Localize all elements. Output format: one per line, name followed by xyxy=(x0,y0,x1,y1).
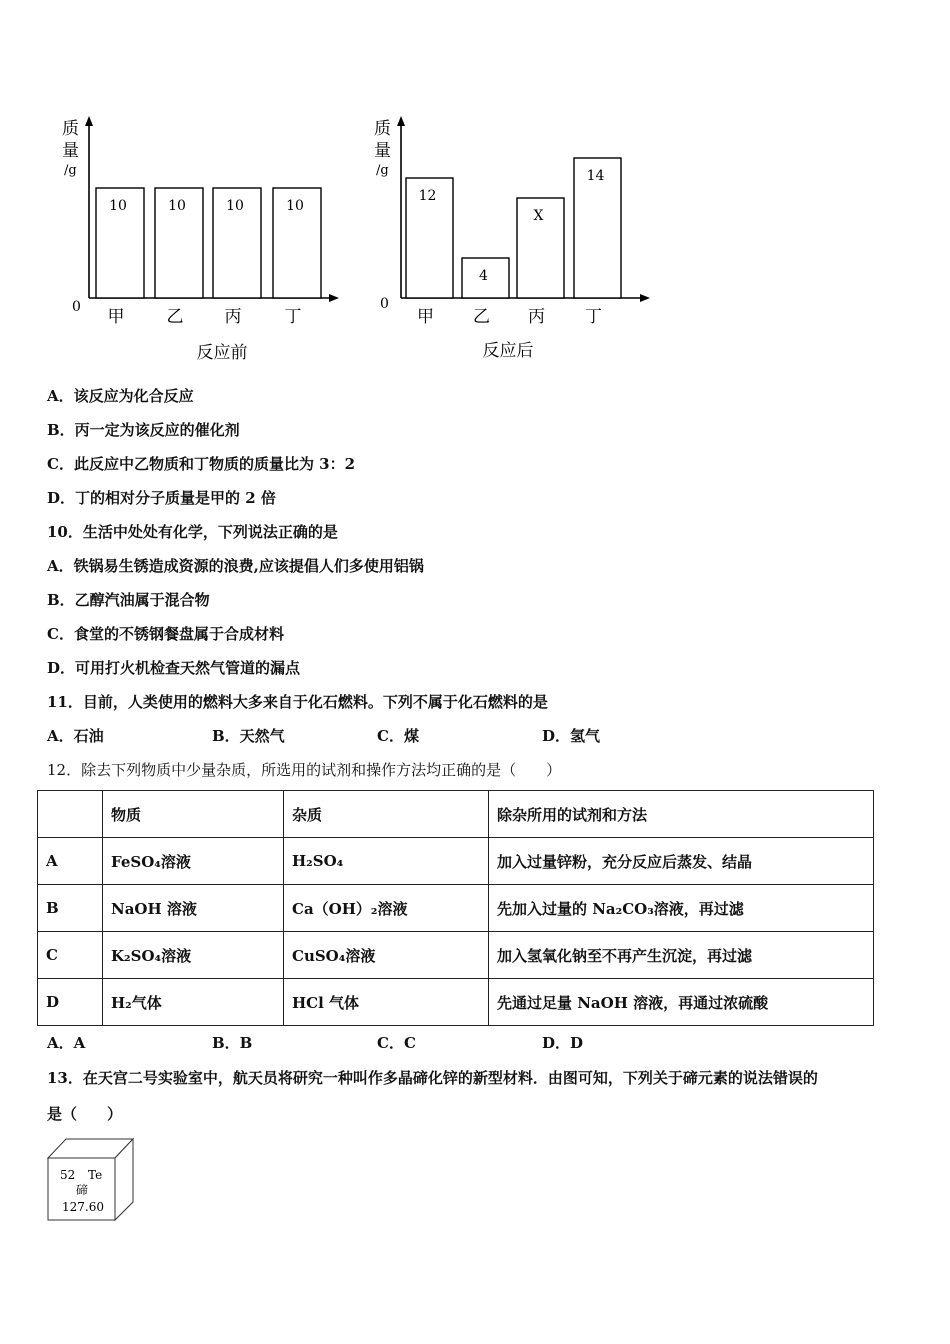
row-impurity: HCl 气体 xyxy=(284,979,489,1026)
element-tile xyxy=(46,1136,136,1222)
category-label: 丙 xyxy=(528,307,545,327)
bar-value-label: 10 xyxy=(109,198,127,214)
q9-option-a: A．该反应为化合反应 xyxy=(47,387,194,405)
q11-option-c: C．煤 xyxy=(377,727,419,745)
y-axis-label-char-2: 量 xyxy=(374,141,391,161)
y-axis-label-char-2: 量 xyxy=(62,141,79,161)
row-label: B xyxy=(38,885,103,932)
row-method: 加入过量锌粉，充分反应后蒸发、结晶 xyxy=(489,838,874,885)
x-axis-arrow xyxy=(329,294,339,302)
q9-option-d: D．丁的相对分子质量是甲的 2 倍 xyxy=(47,489,276,507)
category-label: 丙 xyxy=(224,307,242,327)
element-name: 碲 xyxy=(76,1183,89,1197)
header-cell: 除杂所用的试剂和方法 xyxy=(489,791,874,838)
header-cell: 物质 xyxy=(103,791,284,838)
q10-option-d: D．可用打火机检查天然气管道的漏点 xyxy=(47,659,301,677)
table-row xyxy=(38,885,874,932)
y-axis-label-char-1: 质 xyxy=(374,119,391,139)
bar-value-label: 10 xyxy=(286,198,304,214)
q10-option-c: C．食堂的不锈钢餐盘属于合成材料 xyxy=(47,625,284,643)
q12-table xyxy=(37,790,874,1026)
q12-option-d: D．D xyxy=(542,1034,584,1052)
q10-option-b: B．乙醇汽油属于混合物 xyxy=(47,591,210,609)
y-axis-arrow xyxy=(85,116,93,126)
element-symbol: Te xyxy=(88,1168,103,1182)
y-axis-arrow xyxy=(397,116,405,126)
q11-option-d: D．氢气 xyxy=(542,727,601,745)
q12-option-b: B．B xyxy=(212,1034,253,1052)
table-row xyxy=(38,932,874,979)
row-label: C xyxy=(38,932,103,979)
chart-title: 反应前 xyxy=(196,343,248,363)
row-substance: FeSO₄溶液 xyxy=(103,838,284,885)
category-label: 乙 xyxy=(473,307,490,327)
category-label: 甲 xyxy=(107,307,125,327)
row-substance: K₂SO₄溶液 xyxy=(103,932,284,979)
q13-stem-line-1: 13．在天宫二号实验室中，航天员将研究一种叫作多晶碲化锌的新型材料．由图可知，下列关于碲元素的说法错误的 xyxy=(47,1069,818,1087)
q13-stem-line-2: 是（ ） xyxy=(47,1105,123,1123)
y-axis-label-char-1: 质 xyxy=(62,119,79,139)
row-substance: NaOH 溶液 xyxy=(103,885,284,932)
bar-value-label: 10 xyxy=(168,198,186,214)
q9-option-b: B．丙一定为该反应的催化剂 xyxy=(47,421,240,439)
row-method: 先通过足量 NaOH 溶液，再通过浓硫酸 xyxy=(489,979,874,1026)
table-row xyxy=(38,838,874,885)
atomic-mass: 127.60 xyxy=(62,1200,104,1214)
origin-label: 0 xyxy=(380,296,389,312)
category-label: 乙 xyxy=(166,307,184,327)
q12-stem: 12．除去下列物质中少量杂质，所选用的试剂和操作方法均正确的是（ ） xyxy=(47,761,562,779)
bar-value-label: X xyxy=(533,208,544,224)
y-axis-label-char-3: /g xyxy=(376,163,389,178)
row-label: D xyxy=(38,979,103,1026)
category-label: 甲 xyxy=(417,307,434,327)
row-substance: H₂气体 xyxy=(103,979,284,1026)
row-method: 先加入过量的 Na₂CO₃溶液，再过滤 xyxy=(489,885,874,932)
q11-option-a: A．石油 xyxy=(47,727,104,745)
q10-stem: 10．生活中处处有化学，下列说法正确的是 xyxy=(47,523,338,541)
q10-option-a: A．铁锅易生锈造成资源的浪费,应该提倡人们多使用铝锅 xyxy=(47,557,424,575)
x-axis-arrow xyxy=(640,294,650,302)
bar-value-label: 12 xyxy=(418,188,437,204)
category-label: 丁 xyxy=(284,307,302,327)
row-impurity: H₂SO₄ xyxy=(284,838,489,885)
header-cell: 杂质 xyxy=(284,791,489,838)
header-cell xyxy=(38,791,103,838)
q12-option-c: C．C xyxy=(377,1034,416,1052)
row-impurity: Ca（OH）₂溶液 xyxy=(284,885,489,932)
row-label: A xyxy=(38,838,103,885)
bar-value-label: 4 xyxy=(479,268,488,284)
q12-option-a: A．A xyxy=(47,1034,86,1052)
table-row xyxy=(38,979,874,1026)
atomic-number: 52 xyxy=(60,1168,76,1182)
chart-before xyxy=(50,110,350,370)
row-impurity: CuSO₄溶液 xyxy=(284,932,489,979)
q9-option-c: C．此反应中乙物质和丁物质的质量比为 3：2 xyxy=(47,455,356,473)
chart-title: 反应后 xyxy=(482,341,534,361)
bar-value-label: 10 xyxy=(226,198,244,214)
y-axis-label-char-3: /g xyxy=(64,163,77,178)
q11-stem: 11．目前，人类使用的燃料大多来自于化石燃料。下列不属于化石燃料的是 xyxy=(47,693,548,711)
row-method: 加入氢氧化钠至不再产生沉淀，再过滤 xyxy=(489,932,874,979)
origin-label: 0 xyxy=(72,299,81,315)
chart-after xyxy=(364,110,664,370)
q11-option-b: B．天然气 xyxy=(212,727,285,745)
category-label: 丁 xyxy=(585,307,602,327)
bar-value-label: 14 xyxy=(586,168,605,184)
table-header-row xyxy=(38,791,874,838)
